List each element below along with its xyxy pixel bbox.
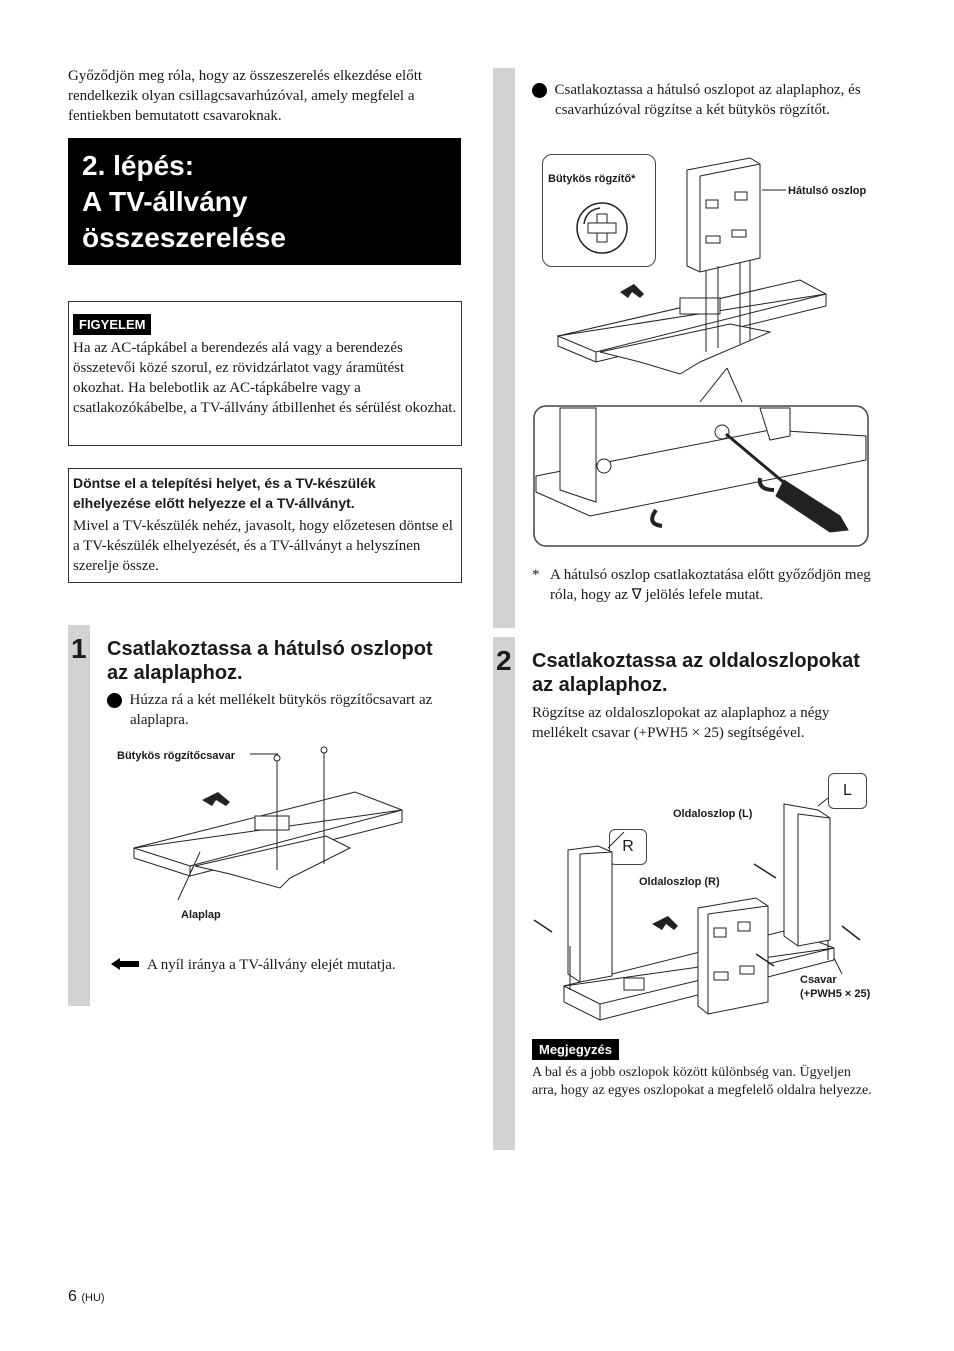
- placement-box: [68, 468, 462, 583]
- step-marker-2: 2: [532, 83, 547, 98]
- label-rear-column: Hátulsó oszlop: [788, 185, 867, 197]
- step2-number: 2: [496, 645, 512, 676]
- intro-text: Győződjön meg róla, hogy az összeszerelés elkezdése előtt rendelkezik olyan csillagcsavarhúzóval, amely megfelel a fentiekben bemutatott csavaroknak.: [68, 68, 423, 124]
- label-cam-screw: Bütykös rögzítőcsavar: [117, 750, 235, 762]
- page-number: [68, 1288, 105, 1306]
- step2-text: Rögzítse az oldaloszlopokat az alaplaphoz a négy mellékelt csavar (+PWH5 × 25) segítségével.: [532, 705, 830, 741]
- label-screw-line-1: Csavar: [800, 974, 837, 986]
- page-title-line: 2. lépés:: [82, 150, 195, 181]
- page-title-line: összeszerelése: [82, 222, 286, 253]
- note-text: A bal és a jobb oszlopok között különbség van. Ügyeljen arra, hogy az egyes oszlopokat a megfelelő oldalra helyezze.: [532, 1065, 872, 1098]
- footnote-mark: *: [532, 567, 540, 583]
- placement-text: Mivel a TV-készülék nehéz, javasolt, hogy előzetesen döntse el a TV-készülék elhelyezését, és a TV-állványt a helyszínen szerelje össze.: [73, 518, 453, 574]
- note-tag-wrap: [532, 1039, 619, 1060]
- step1b-sidebar: [493, 68, 515, 628]
- side-columns-illustration: [528, 790, 878, 1030]
- page-title-line: A TV-állvány: [82, 186, 248, 217]
- label-left-column: Oldaloszlop (L): [673, 808, 753, 820]
- step-marker-1: 1: [107, 693, 122, 708]
- step1-number: 1: [71, 633, 87, 664]
- step1-instruction-text: Húzza rá a két mellékelt bütykös rögzítőcsavart az alaplapra.: [129, 692, 433, 728]
- label-right-column: Oldaloszlop (R): [639, 876, 720, 888]
- label-screw-line-2: (+PWH5 × 25): [800, 988, 871, 1000]
- front-arrow-icon: [110, 957, 140, 971]
- step1-instruction: [99, 690, 485, 730]
- step1-title: Csatlakoztassa a hátulsó oszlopot az alaplaphoz.: [107, 638, 433, 684]
- footnote-text: A hátulsó oszlop csatlakoztatása előtt győződjön meg róla, hogy az ∇ jelölés lefele mutat.: [550, 567, 871, 603]
- base-plate-illustration: [120, 740, 420, 920]
- caution-box: [68, 301, 462, 446]
- note-tag: Megjegyzés: [532, 1039, 619, 1060]
- step2-sidebar: [493, 637, 515, 1150]
- step1-sidebar: [68, 625, 90, 1006]
- caution-text: Ha az AC-tápkábel a berendezés alá vagy a berendezés összetevői közé szorul, ez rövidzárlatot vagy áramütést okozhat. Ha belebotlik az AC-tápkábelre vagy a csatlakozókábelbe, a TV-állvány átbillenhet és sérülést okozhat.: [73, 340, 457, 416]
- label-L: L: [843, 782, 852, 799]
- caution-tag: FIGYELEM: [73, 314, 151, 335]
- label-R: R: [622, 838, 634, 855]
- step1b-instruction: [524, 80, 905, 120]
- label-cam-asterisk: *: [631, 173, 636, 185]
- step1b-instruction-text: Csatlakoztassa a hátulsó oszlopot az alaplaphoz, és csavarhúzóval rögzítse a két bütykös rögzítőt.: [554, 82, 861, 118]
- rear-column-illustration: [530, 140, 880, 560]
- step2-title: Csatlakoztassa az oldaloszlopokat az alaplaphoz.: [532, 650, 860, 696]
- placement-heading: Döntse el a telepítési helyet, és a TV-készülék elhelyezése előtt helyezze el a TV-állványt.: [73, 475, 376, 511]
- label-cam-fastener-text: Bütykös rögzítő: [548, 173, 632, 185]
- page-language: (HU): [81, 1292, 105, 1304]
- label-base-plate: Alaplap: [181, 909, 221, 921]
- page-number-value: 6: [68, 1288, 77, 1305]
- page-title: [68, 138, 461, 265]
- arrow-note: A nyíl iránya a TV-állvány elejét mutatja.: [147, 957, 396, 973]
